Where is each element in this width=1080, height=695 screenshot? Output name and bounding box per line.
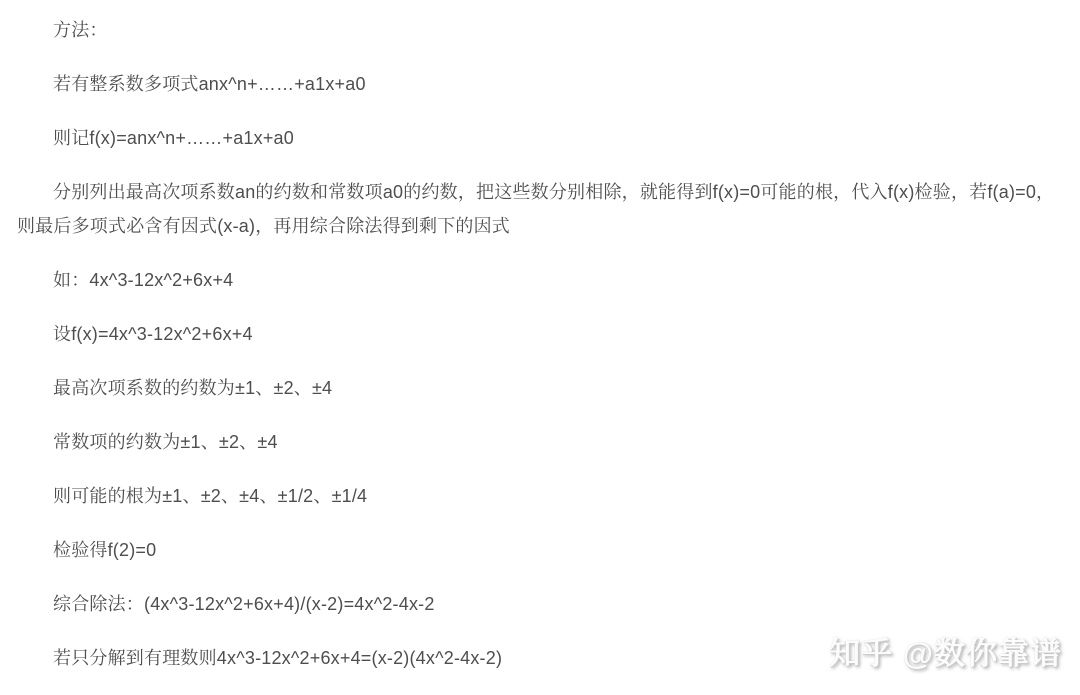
paragraph-define-fx: 则记f(x)=anx^n+……+a1x+a0 xyxy=(53,128,294,148)
paragraph-leading-coefficient-divisors: 最高次项系数的约数为±1、±2、±4 xyxy=(53,378,333,398)
paragraph-example: 如：4x^3-12x^2+6x+4 xyxy=(53,270,234,290)
paragraph-polynomial-intro: 若有整系数多项式anx^n+……+a1x+a0 xyxy=(53,74,366,94)
paragraph-rational-root-explanation: 分别列出最高次项系数an的约数和常数项a0的约数，把这些数分别相除，就能得到f(x)=0可能的根，代入f(x)检验，若f(a)=0，则最后多项式必含有因式(x-a)，再用综合除法得到剩下的因式 xyxy=(17,182,1055,236)
paragraph-possible-roots: 则可能的根为±1、±2、±4、±1/2、±1/4 xyxy=(53,486,368,506)
paragraph-synthetic-division: 综合除法：(4x^3-12x^2+6x+4)/(x-2)=4x^2-4x-2 xyxy=(53,594,435,614)
paragraph-constant-term-divisors: 常数项的约数为±1、±2、±4 xyxy=(53,432,278,452)
zhihu-watermark: 知乎 @数你靠谱 xyxy=(829,636,1062,671)
paragraph-final-factorization: 若只分解到有理数则4x^3-12x^2+6x+4=(x-2)(4x^2-4x-2) xyxy=(53,648,503,668)
paragraph-set-fx: 设f(x)=4x^3-12x^2+6x+4 xyxy=(53,324,253,344)
paragraph-method-heading: 方法： xyxy=(53,20,108,40)
paragraph-verify-root: 检验得f(2)=0 xyxy=(53,540,157,560)
